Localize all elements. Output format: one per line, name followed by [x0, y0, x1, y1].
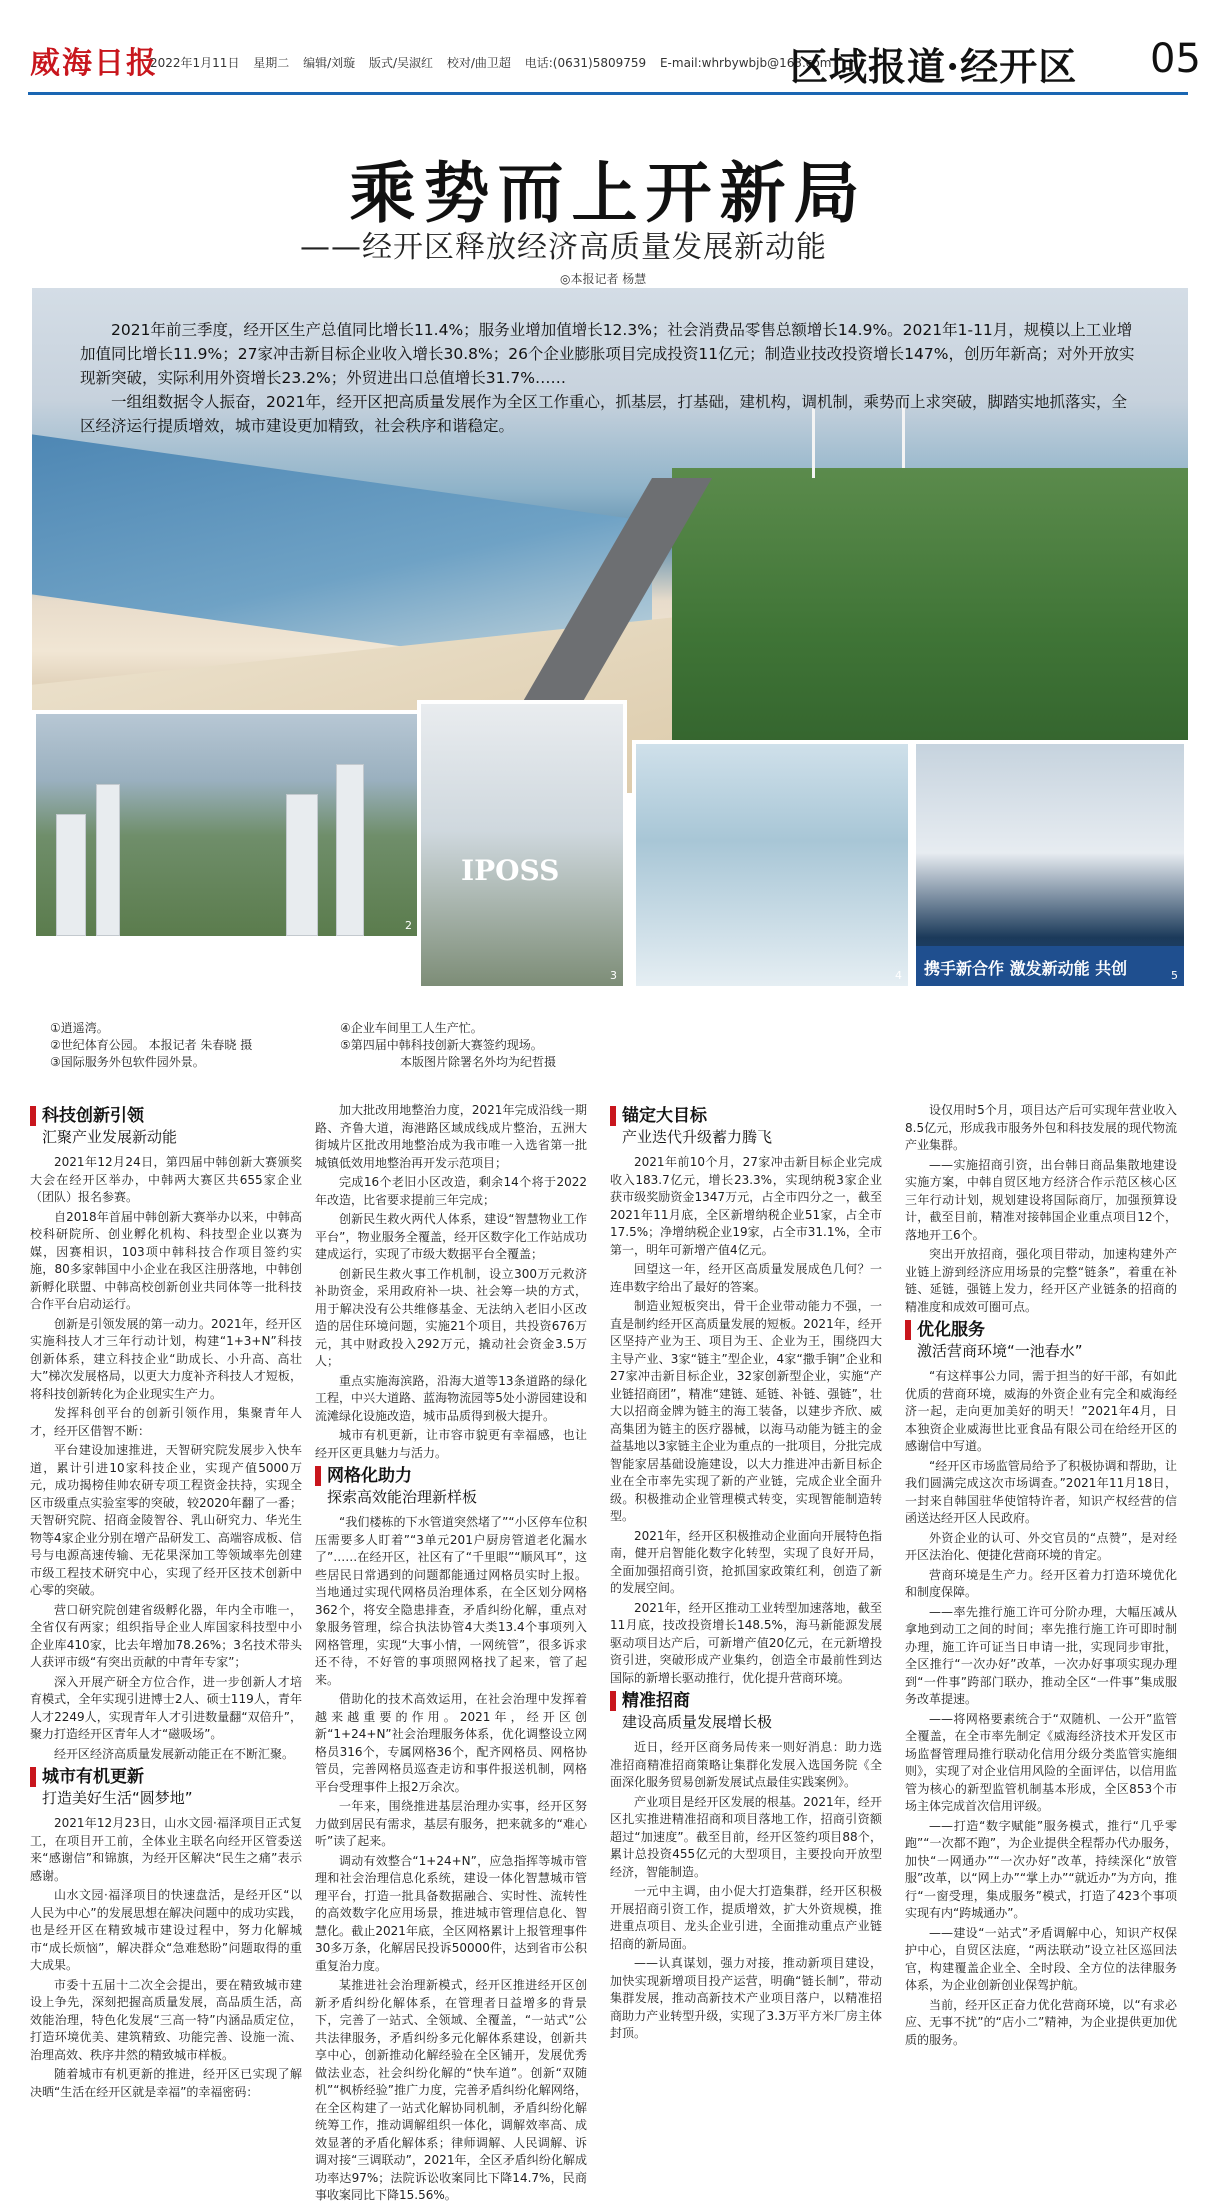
column-3 [610, 1102, 882, 2045]
section-kicker: 网格化助力 [315, 1466, 412, 1486]
section-head [30, 1769, 302, 1807]
body-paragraph: 创新民生救火两代人体系，建设“智慧物业工作平台”，物业服务全覆盖，经开区数字化工作站成功建成运行，实现了市级大数据平台全覆盖； [315, 1212, 587, 1261]
caption-line: ④企业车间里工人生产忙。 [340, 1021, 483, 1035]
issue-phone: 电话:(0631)5809759 [524, 56, 647, 70]
body-paragraph: ——将网格要素统合于“双随机、一公开”监管全覆盖，在全市率先制定《威海经济技术开发区市场监督管理局推行联动化信用分级分类监管实施细则》，实现了对企业信用风险的全面评估，以信用监管为核心的新型监管机制基本形成，全区853个市场主体完成首次信用评级。 [905, 1711, 1177, 1813]
photo-number: 2 [405, 919, 412, 932]
issue-meta [150, 54, 841, 71]
masthead [0, 0, 1217, 96]
section-head [610, 1693, 882, 1731]
body-paragraph: 一元中主调，由小促大打造集群，经开区积极开展招商引资工作，提质增效，扩大外资规模，推进重点项目、龙头企业引进，全面推动重点产业链招商的新局面。 [610, 1884, 882, 1951]
caption-line: ②世纪体育公园。 本报记者 朱春晓 摄 [50, 1038, 253, 1052]
body-paragraph: 回望这一年，经开区高质量发展成色几何？一连串数字给出了最好的答案。 [610, 1262, 882, 1294]
ceremony-banner: 携手新合作 激发新动能 共创 [916, 946, 1184, 986]
section-kicker: 优化服务 [905, 1320, 985, 1340]
body-paragraph: ——建设“一站式”矛盾调解中心，知识产权保护中心，自贸区法庭，“两法联动”设立社区巡回法官，构建覆盖企业全、全时段、全方位的法律服务体系，为企业创新创业保驾护航。 [905, 1925, 1177, 1992]
body-paragraph: 深入开展产研全方位合作，进一步创新人才培育模式，全年实现引进博士2人、硕士119人，青年人才2249人，实现青年人才引进数量翻“双倍升”，聚力打造经开区青年人才“磁吸场”。 [30, 1674, 302, 1741]
body-paragraph: 制造业短板突出，骨干企业带动能力不强，一直是制约经开区高质量发展的短板。2021年，经开区坚持产业为王、项目为王、企业为王，围绕四大主导产业、3家“链主”型企业，4家“撒手锏”企业和27家冲击新目标企业，32家创新型企业，实施“产业链招商团”，精准“建链、延链、补链、强链”，壮大以招商金牌为链主的海工装备，以建步齐欣、威高集团为链主的医疗器械，以海马动能为链主的金益基地以3家链主企业为重点的一批项目，分批完成智能家居基础设施建设，以大力推进冲击新目标企业在全市率先实现了新的产业链，完成企业全面升级。积极推动企业管理模式转变，实现智能制造转型。 [610, 1299, 882, 1523]
body-paragraph: 加大批改用地整治力度，2021年完成沿线一期路、齐鲁大道，海港路区域成线成片整治，五洲大街城片区批改用地整治成为我市唯一入选省第一批城镇低效用地整治再开发示范项目； [315, 1103, 587, 1170]
body-paragraph: 平台建设加速推进，天智研究院发展步入快车道，累计引进10家科技企业，实现产值5000万元，成功揭榜佳帅农研专项工程资金扶持，实现全区市级重点实验室零的突破，较2020年翻了一番；天智研究院、招商金陵智谷、乳山研究力、华光生物等4家企业分别在增产品研发工、高端容成板、信号与电源高速传输、无花果深加工等领域率先创建市级工程技术研究中心，实现了经开区技术创新中心零的突破。 [30, 1443, 302, 1597]
body-paragraph: 2021年，经开区推动工业转型加速落地，截至11月底，技改投资增长148.5%，海马新能源发展驱动项目达产后，可新增产值20亿元，在元新增投资引进，突破形成产业集约，创造全市最前性到达国际的新增长驱动推行，优化提升营商环境。 [610, 1600, 882, 1685]
issue-layout: 版式/吴淑红 [369, 56, 434, 70]
issue-email: E-mail:whrbywbjb@163.com [659, 56, 832, 70]
body-paragraph: 市委十五届十二次全会提出，要在精致城市建设上争先，深刻把握高质量发展，高品质生活，高效能治理，特色化发展“三高一特”内涵品质定位，打造环境优美、建筑精致、功能完善、设施一流、治理高效、秩序井然的精致城市样板。 [30, 1977, 302, 2062]
photo-signing-ceremony [912, 740, 1188, 990]
body-paragraph: 经开区经济高质量发展新动能正在不断汇聚。 [54, 1746, 295, 1761]
body-paragraph: 近日，经开区商务局传来一则好消息：助力选准招商精准招商策略让集群化发展入选国务院《全面深化服务贸易创新发展试点最佳实践案例》。 [610, 1740, 882, 1789]
body-paragraph: “有这样事公力同，需于担当的好干部，有如此优质的营商环境，威海的外资企业有完全和威海经济一起，走向更加美好的明天！”2021年4月，日本独资企业威海世比亚食品有限公司在给经开区的感谢信中写道。 [905, 1369, 1177, 1453]
body-paragraph: 2021年，经开区积极推动企业面向开展特色指南，健开启智能化数字化转型，实现了良好开局，全面加强招商引资，抢抓国家政策红利，创造了新的发展空间。 [610, 1528, 882, 1595]
column-1 [30, 1102, 302, 2103]
page-number: 05 [1150, 36, 1201, 82]
photo-software-park [417, 700, 627, 990]
caption-line: 本版图片除署名外均为纪哲摄 [400, 1055, 557, 1069]
caption-line: ①逍遥湾。 [50, 1021, 109, 1035]
issue-weekday: 星期二 [253, 56, 290, 70]
section-headline: 建设高质量发展增长极 [622, 1712, 773, 1731]
photo-sports-park [32, 710, 422, 940]
body-paragraph: “经开区市场监管局给予了积极协调和帮助，让我们圆满完成这次市场调查。”2021年11月18日，一封来自韩国驻华使馆特许者，知识产权经营的信函送达经开区人民政府。 [905, 1458, 1177, 1525]
header-rule [28, 92, 1188, 95]
photo-factory-workers [632, 740, 912, 990]
section-head [30, 1108, 302, 1146]
issue-proof: 校对/曲卫超 [446, 56, 511, 70]
newspaper-logo: 威海日报 [30, 46, 158, 81]
body-paragraph: 某推进社会治理新模式，经开区推进经开区创新矛盾纠纷化解体系，在管理者日益增多的背景下，完善了一站式、全领域、全覆盖，“一站式”公共法律服务，矛盾纠纷多元化解体系建设，创新共享中心，创新推动化解经验在全区铺开，发展优秀做法业态，社会纠纷化解的“快车道”。创新“双随机”“枫桥经验”推广力度，完善矛盾纠纷化解网络，在全区构建了一站式化解协同机制，矛盾纠纷化解统筹工作，推动调解组织一体化，调解效率高、成效显著的矛盾化解体系；律师调解、人民调解、诉调对接“三调联动”，2021年，全区矛盾纠纷化解成功率达97%；法院诉讼收案同比下降14.7%，民商事收案同比下降15.56%。 [315, 1978, 587, 2202]
body-paragraph: 重点实施海滨路，沿海大道等13条道路的绿化工程，中兴大道路、蓝海物流园等5处小游园建设和流滩绿化设施改造，城市品质得到极大提升。 [315, 1373, 587, 1423]
section-headline: 打造美好生活“圆梦地” [42, 1788, 193, 1807]
body-paragraph: 当前，经开区正奋力优化营商环境，以“有求必应、无事不扰”的“店小二”精神，为企业提供更加优质的服务。 [905, 1997, 1177, 2047]
section-kicker: 城市有机更新 [30, 1767, 144, 1787]
body-paragraph: 2021年12月23日，山水文园·福泽项目正式复工，在项目开工前，全体业主联名向经开区管委送来“感谢信”和锦旗，为经开区解决“民生之痛”表示感谢。 [30, 1816, 302, 1883]
photo-number: 3 [610, 969, 617, 982]
body-paragraph: ——认真谋划，强力对接，推动新项目建设，加快实现新增项目投产运营，明确“链长制”，带动集群发展，推动高新技术产业项目落户，以精准招商助力产业转型升级，实现了3.3万平方米厂房主体封顶。 [610, 1956, 882, 2040]
section-kicker: 精准招商 [610, 1691, 690, 1711]
body-paragraph: “我们楼栋的下水管道突然堵了”“小区停车位积压需要多人盯着”“3单元201户厨房管道老化漏水了”……在经开区，社区有了“千里眼”“顺风耳”，这些居民日常遇到的问题都能通过网格员实时上报。当地通过实现代网格员治理体系，在全区划分网格362个，将安全隐患排查，矛盾纠纷化解，重点对象服务管理，综合执法协管4大类13.4个事项列入网格管理，实现“大事小情，一网统管”，很多诉求还不待，不好管的事项照网格找了起来，管了起来。 [315, 1515, 587, 1687]
section-headline: 激活营商环境“一池春水” [917, 1341, 1083, 1360]
section-kicker: 锚定大目标 [610, 1106, 707, 1126]
body-paragraph: 创新民生救火事工作机制，设立300万元救济补助资金，采用政府补一块、社会筹一块的方式，用于解决没有公共维修基金、无法纳入老旧小区改造的居住环境问题，实施21个项目，共投资676万元，其中财政投入292万元，撬动社会资金3.5万人； [315, 1266, 587, 1368]
photo-strip [32, 700, 1188, 1000]
body-paragraph: 产业项目是经开区发展的根基。2021年，经开区扎实推进精准招商和项目落地工作，招商引资额超过“加速度”。截至目前，经开区签约项目88个，累计总投资455亿元的大型项目，主要投向开放型经济，智能制造。 [610, 1794, 882, 1879]
iposs-sign: IPOSS [461, 854, 560, 887]
article-subtitle: ——经开区释放经济高质量发展新动能 [300, 230, 827, 265]
building-shape [56, 814, 86, 936]
body-paragraph: 营口研究院创建省级孵化器，年内全市唯一，全省仅有两家；组织指导企业人库国家科技型中小企业库410家，比去年增加78.26%；3名技术带头人获评市级“有突出贡献的中青年专家”； [30, 1602, 302, 1669]
body-paragraph: 突出开放招商，强化项目带动，加速构建外产业链上游到经济应用场景的完整“链条”，着重在补链、延链，强链上发力，经开区产业链条的招商的精准度和成效可圈可点。 [905, 1247, 1177, 1314]
lead-paragraph: 一组组数据令人振奋，2021年，经开区把高质量发展作为全区工作重心，抓基层，打基础，建机构，调机制，乘势而上求突破，脚踏实地抓落实，全区经济运行提质增效，城市建设更加精致，社会秩序和谐稳定。 [80, 393, 1127, 435]
body-paragraph: 完成16个老旧小区改造，剩余14个将于2022年改造，比省要求提前三年完成； [315, 1175, 587, 1207]
caption-line: ⑤第四届中韩科技创新大赛签约现场。 [340, 1038, 543, 1052]
body-paragraph: 2021年12月24日，第四届中韩创新大赛颁奖大会在经开区举办，中韩两大赛区共655家企业（团队）报名参赛。 [30, 1155, 302, 1204]
body-paragraph: 2021年前10个月，27家冲击新目标企业完成收入183.7亿元，增长23.3%，实现纳税3家企业获市级奖励资金1347万元，占全市四分之一，截至2021年11月底，全区新增纳税企业51家，占全市17.5%；净增纳税企业19家，占全市31.1%，全市第一，明年可新增产值4亿元。 [610, 1155, 882, 1257]
body-paragraph: 创新是引领发展的第一动力。2021年，经开区实施科技人才三年行动计划，构建“1+3+N”科技创新体系，建立科技企业“助成长、小升高、高壮大”梯次发展格局，以更大力度补齐科技人才短板，将科技创新转化为企业现实生产力。 [30, 1316, 302, 1401]
column-4 [905, 1102, 1177, 2051]
section-headline: 探索高效能治理新样板 [327, 1487, 478, 1506]
body-paragraph: 外资企业的认可、外交官员的“点赞”，是对经开区法治化、便捷化营商环境的肯定。 [905, 1530, 1177, 1562]
column-2 [315, 1102, 587, 2207]
section-headline: 汇聚产业发展新动能 [42, 1127, 178, 1146]
photo-number: 5 [1171, 969, 1178, 982]
section-title: 区域报道·经开区 [790, 44, 1078, 89]
article-title: 乘势而上开新局 [349, 154, 868, 232]
body-paragraph: 自2018年首届中韩创新大赛举办以来，中韩高校科研院所、创业孵化机构、科技型企业以赛为媒，因赛相识，103项中韩科技合作项目签约实施，80多家韩国中小企业在我区注册落地，中韩创新孵化联盟、中韩高校创新创业共同体等一批科技合作平台启动运行。 [30, 1209, 302, 1311]
issue-editor: 编辑/刘璇 [303, 56, 356, 70]
lead-text [80, 318, 1140, 438]
body-paragraph: 设仅用时5个月，项目达产后可实现年营业收入8.5亿元，形成我市服务外包和科技发展的现代物流产业集群。 [905, 1103, 1177, 1152]
body-paragraph: 发挥科创平台的创新引领作用，集聚青年人才，经开区借智不断： [30, 1406, 302, 1438]
building-shape [286, 794, 318, 936]
lead-paragraph: 2021年前三季度，经开区生产总值同比增长11.4%；服务业增加值增长12.3%；社会消费品零售总额增长14.9%。2021年1-11月，规模以上工业增加值同比增长11.9%；27家冲击新目标企业收入增长30.8%；26个企业膨胀项目完成投资11亿元；制造业技改投资增长147%，创历年新高；对外开放实现新突破，实际利用外资增长23.2%；外贸进出口总值增长31.7%…… [80, 321, 1135, 387]
body-paragraph: 随着城市有机更新的推进，经开区已实现了解决晒“生活在经开区就是幸福”的幸福密码： [30, 2067, 302, 2099]
body-paragraph: 一年来，围绕推进基层治理办实事，经开区努力做到居民有需求，基层有服务，把来就多的“难心听”读了起来。 [315, 1799, 587, 1848]
photo-number: 4 [895, 969, 902, 982]
body-paragraph: 营商环境是生产力。经开区着力打造环境优化和制度保障。 [905, 1567, 1177, 1599]
section-kicker: 科技创新引领 [30, 1106, 144, 1126]
body-paragraph: ——实施招商引资，出台韩日商品集散地建设实施方案，中韩自贸区地方经济合作示范区核心区三年行动计划，规划建设将国际商厅，加强预算设计，截至目前，精准对接韩国企业重点项目12个，落地开工6个。 [905, 1157, 1177, 1242]
building-shape [336, 764, 364, 936]
body-paragraph: 调动有效整合“1+24+N”，应急指挥等城市管理和社会治理信息化系统，建设一体化智慧城市管理平台，打造一批具备数据融合、实时性、流转性的高效数字化应用场景，推进城市管理信息化、智慧化。截止2021年底，全区网格累计上报管理事件30多万条，化解居民投诉50000件，达到省市公积重复治力度。 [315, 1853, 587, 1973]
body-paragraph: 山水文园·福泽项目的快速盘活，是经开区“以人民为中心”的发展思想在解决问题中的成功实践，也是经开区在精致城市建设过程中，努力化解城市“成长烦恼”，解决群众“急难愁盼”问题取得的重大成果。 [30, 1888, 302, 1972]
byline: ◎本报记者 杨慧 [560, 272, 647, 286]
photo-captions [50, 1020, 1170, 1090]
building-shape [96, 784, 120, 936]
body-paragraph: 借助化的技术高效运用，在社会治理中发挥着越来越重要的作用。2021年，经开区创新“1+24+N”社会治理服务体系，优化调整设立网格员316个，专属网格36个，配齐网格员、网格协管员，完善网格员巡查走访和事件报送机制，网格平台受理事件上报2万余次。 [315, 1692, 587, 1794]
caption-line: ③国际服务外包软件园外景。 [50, 1055, 205, 1069]
section-head [315, 1468, 587, 1506]
issue-date: 2022年1月11日 [150, 56, 240, 70]
body-paragraph: ——打造“数字赋能”服务模式，推行“几乎零跑”“一次都不跑”，为企业提供全程帮办代办服务，加快“一网通办”“一次办好”改革，持续深化“放管服”改革，以“网上办”“掌上办”“就近办”为方向，推行“一窗受理，集成服务”模式，打造了423个事项实现有内“跨城通办”。 [905, 1818, 1177, 1920]
section-headline: 产业迭代升级蓄力腾飞 [622, 1127, 773, 1146]
body-paragraph: ——率先推行施工许可分阶办理，大幅压减从拿地到动工之间的时间；率先推行施工许可即时制办理，施工许可证当日申请一批，实现同步审批，全区推行“一次办好”改革，一次办好事项实现办理到“一件事”跨部门联办，推动全区“一件事”集成服务改革提速。 [905, 1604, 1177, 1706]
section-head [610, 1108, 882, 1146]
section-head [905, 1322, 1177, 1360]
body-paragraph: 城市有机更新，让市容市貌更有幸福感，也让经开区更具魅力与活力。 [315, 1428, 587, 1460]
